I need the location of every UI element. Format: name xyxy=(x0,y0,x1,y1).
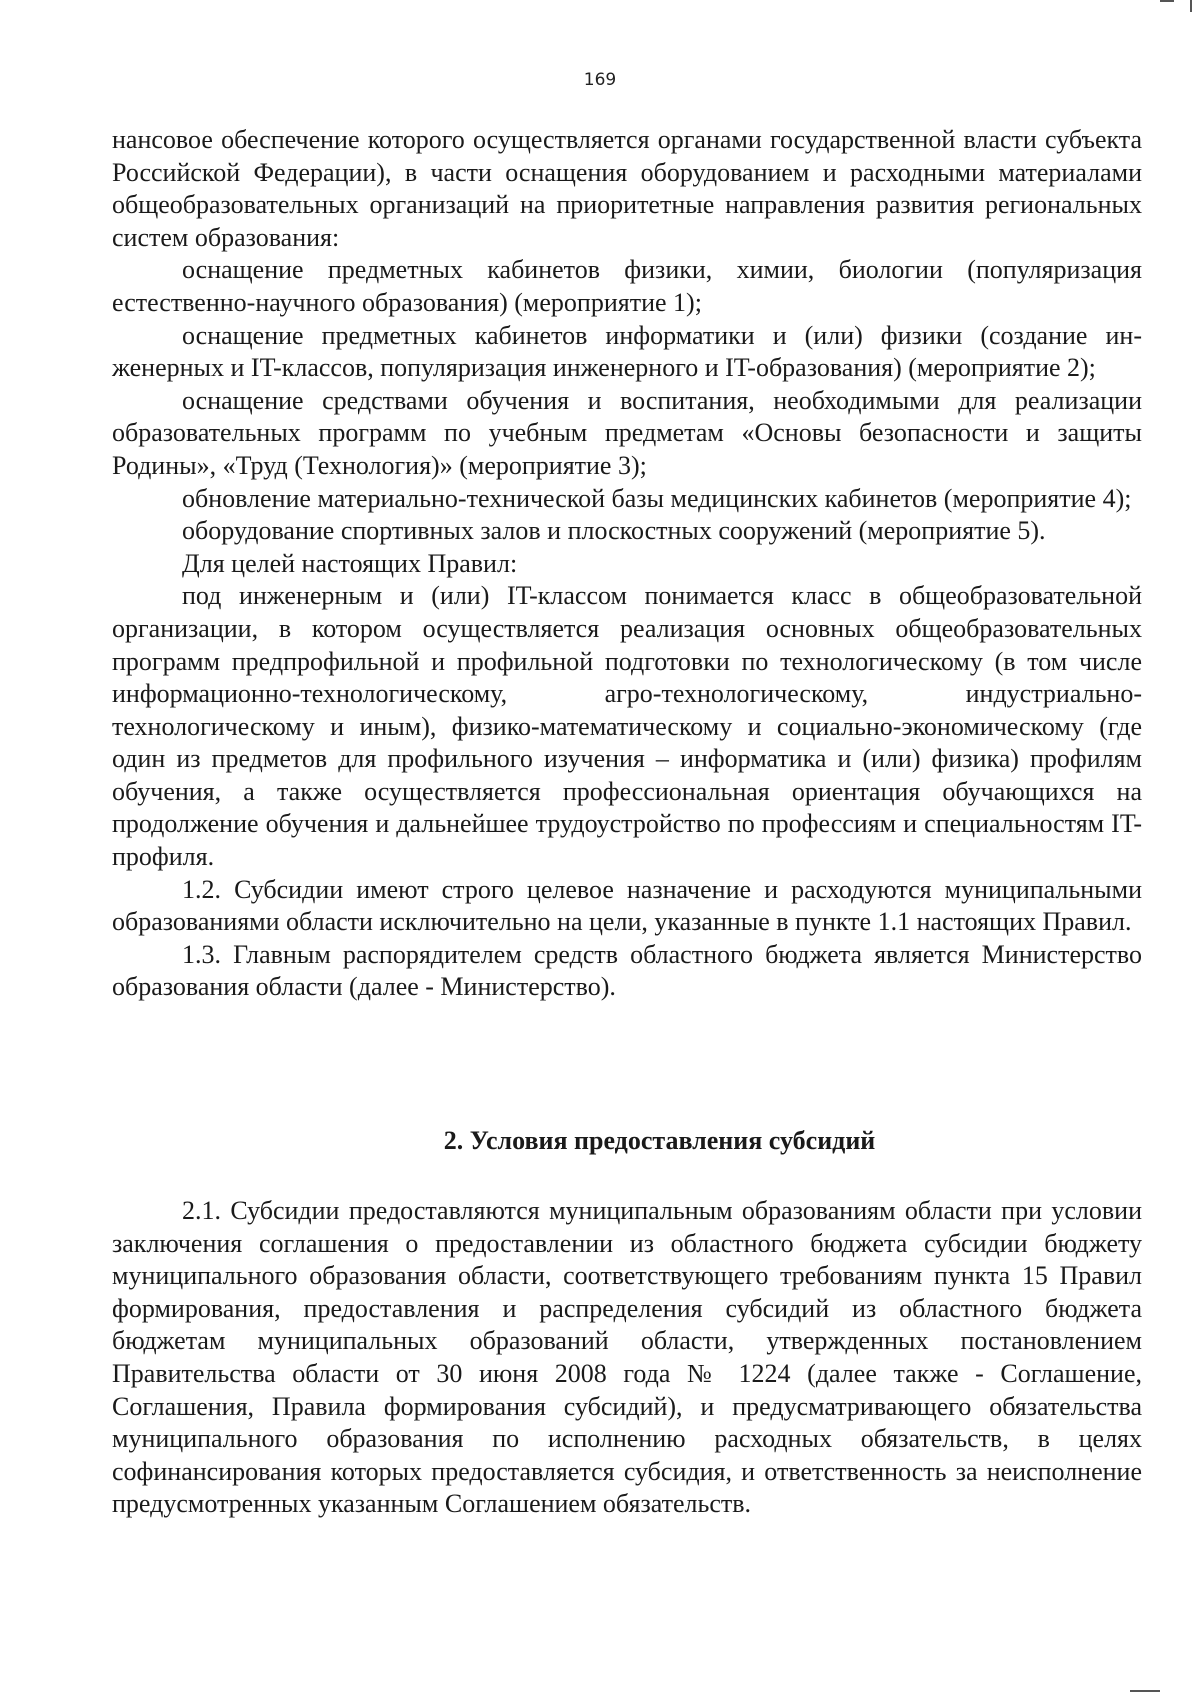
scan-artifact xyxy=(1190,0,1192,12)
section-heading: 2. Условия предоставления субсидий xyxy=(443,1126,876,1155)
paragraph: оснащение средствами обучения и воспитания, необходимыми для реализации образовательных программ по учебным предметам «Основы безопасности и защиты Родины», «Труд (Технология)» (мероприятие 3); xyxy=(112,385,1142,480)
section-2-body xyxy=(112,1195,1142,1521)
page-number: 169 xyxy=(583,70,617,90)
document-body xyxy=(112,124,1142,1004)
paragraph: Для целей настоящих Правил: xyxy=(182,548,518,578)
paragraph: под инженерным и (или) IT-классом понимается класс в общеобразовательной организации, в котором осуществляется реализация основных общеобразовательных программ предпрофильной и профильной подготовки по технологическому (в том числе информационно-технологическому, агро-технологическому, индустриально-технологическому и иным), физико-математическому и социально-экономическому (где один из предметов для профильного изучения – информатика и (или) физика) профилям обучения, а также осуществляется профессиональная ориентация обучающихся на продолжение обучения и дальнейшее трудоустройство по профессиям и специальностям IT-профиля. xyxy=(112,581,1142,872)
paragraph: 1.3. Главным распорядителем средств областного бюджета является Министерство образования области (далее - Министерство). xyxy=(112,939,1142,1002)
paragraph: 1.2. Субсидии имеют строго целевое назначение и расходуются муниципальными образованиями области исключительно на цели, указанные в пункте 1.1 настоящих Правил. xyxy=(112,874,1142,937)
paragraph: оснащение предметных кабинетов физики, химии, биологии (популяризация естественно-научного образования) (мероприятие 1); xyxy=(112,255,1142,317)
paragraph: нансовое обеспечение которого осуществляется органами государственной власти субъекта Российской Федерации), в части оснащения оборудованием и расходными материалами общеобразовательных организаций на приоритетные направления развития региональных систем образования: xyxy=(112,125,1142,252)
scan-artifact xyxy=(1160,0,1174,2)
scan-artifact xyxy=(1130,1690,1160,1692)
paragraph: оборудование спортивных залов и плоскостных сооружений (мероприятие 5). xyxy=(182,516,1046,546)
paragraph: 2.1. Субсидии предоставляются муниципальным образованиям области при условии заключения соглашения о предоставлении из областного бюджета субсидии бюджету муниципального образования области, соответствующего требованиям пункта 15 Правил формирования, предоставления и распределения субсидий из областного бюджета бюджетам муниципальных образований области, утвержденных постановлением Правительства области от 30 июня 2008 года № 1224 (далее также - Соглашение, Соглашения, Правила формирования субсидий), и предусматривающего обязательства муниципального образования по исполнению расходных обязательств, в целях софинансирования которых предоставляется субсидия, и ответственность за неисполнение предусмотренных указанным Соглашением обязательств. xyxy=(112,1196,1142,1519)
paragraph: обновление материально-технической базы медицинских кабинетов (мероприятие 4); xyxy=(182,483,1132,513)
paragraph: оснащение предметных кабинетов информатики и (или) физики (создание инженерных и IT-классов, популяризация инженерного и IT-образования) (мероприятие 2); xyxy=(112,320,1142,383)
